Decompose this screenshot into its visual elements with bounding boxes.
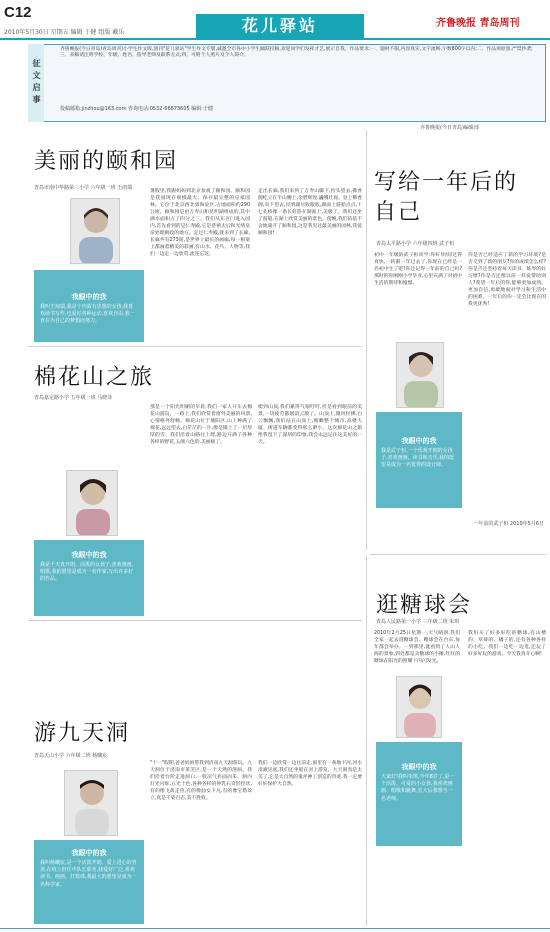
- section-divider: [28, 620, 362, 621]
- footer-line: [0, 928, 550, 929]
- article-body: 暑假里,我跟妈妈到北京参观了颐和园。颐和园是我国现存规模最大、保存最完整的皇家园林。它位于北京西北郊海淀区,占地面积约290公顷。颐和园是由万寿山和昆明湖组成的,其中湖水面积占了四分之三。我们从东宫门进入园内,首先看到的是仁寿殿,它是慈禧太后和光绪皇帝处理朝政的地方。走过仁寿殿,就来到了长廊,长廊共有273间,是世界上最长的画廊,每一根梁上都画着精美的彩画,有山水、花鸟、人物等,我们一边走一边欣赏,流连忘返。: [150, 189, 250, 257]
- section-title: 花儿驿站: [196, 14, 364, 38]
- letter-signature: 一年前的武子桓 2010年5月6日: [473, 521, 544, 527]
- column-divider: [366, 130, 367, 550]
- article-byline: 青岛嘉定路小学 五年级一班 马晓菲: [34, 395, 113, 401]
- article-title: 棉花山之旅: [34, 365, 155, 390]
- caption-box: [376, 742, 462, 846]
- article-body: 你是否已经适应了新的学习环境?是否交到了新的朋友?你的成绩怎么样?你是否还坚持着每天读书、练琴的好习惯?你是否还像以前一样爱帮助别人?希望一年后的你,能够更加成熟、更加自信,勇敢地面对学习和生活中的困难。一年后的你一定会比现在的我更优秀!: [468, 253, 546, 307]
- caption-head: 我眼中的我: [71, 293, 107, 301]
- notice-text: 齐鲁晚报(今日青岛)青岛周刊)小学生作文版,创刊"花儿驿站"学生作文专版,诚邀全市各中小学生踊跃投稿,欢迎同学们发挥才艺,展示自我。作品要求:一、题材不限,内容真实,文字流畅,字数800字以内;二、作品须原创,严禁抄袭;三、来稿请注明学校、年级、姓名、指导老师及联系方式;四、可附个人照片及个人简介。: [60, 47, 533, 59]
- caption-box: [34, 540, 144, 616]
- caption-text: 我叫杨曦宸,是一个活泼开朗、爱上进心的男孩,在班上担任中队长职务,我爱好广泛,喜欢读书、画画、打篮球,我最大的愿望是成为一名科学家。: [40, 860, 137, 888]
- student-photo: [64, 770, 118, 836]
- article-body: 走出长廊,我们来到了万寿山脚下,抬头望去,佛香阁屹立在半山腰上,金碧辉煌,巍峨壮观。登上佛香阁,向下望去,昆明湖尽收眼底,湖面上游船点点,十七孔桥像一条长虹卧在湖面上,美极了。我们还坐了游船,在湖上欣赏美丽的景色。傍晚,我们依依不舍地离开了颐和园,这是我见过最美丽的园林,我爱颐和园!: [258, 189, 362, 236]
- article-title: 美丽的颐和园: [34, 149, 179, 174]
- notice-tag: 征文启事: [28, 44, 44, 122]
- article-body: "十一"假期,爸爸妈妈带我到济南九天洞游玩。九天洞位于济南市莱芜区,是一个天然的溶洞。我们沿着台阶走进洞口,一股凉气扑面而来。洞内灯光闪烁,五光十色,各种各样的钟乳石奇形怪状,有的像飞禽走兽,有的像仙女下凡,有的像宝塔耸立,真是千姿百态,美不胜收。: [150, 761, 252, 801]
- article-byline: 青岛人民路第一小学 三年级二班 朱琪: [376, 619, 460, 625]
- portrait-icon: [71, 199, 120, 264]
- caption-text: 我叫王琼瑞,我是个内敛有思想的女孩,我喜欢读书写作,也爱好各种运动,喜欢自由,我一直在为自己的梦想而努力。: [40, 304, 135, 325]
- caption-text: 我是武子桓,一个乐观开朗的女孩子,喜欢画画、读书和音乐,我的愿望是成为一名优秀的设计师。: [381, 448, 455, 469]
- column-divider: [366, 556, 367, 926]
- article-body: 我们买了好多好吃的糖球,有山楂的、草莓的、橘子的,还有各种各样的小吃。我们一边吃一边逛,还玩了好多好玩的游戏。今天我真开心啊!: [468, 631, 546, 657]
- notice-contact: 投稿邮箱:jinzhou@163.com 咨询电话:0532-66873605 编辑:于健: [60, 106, 213, 112]
- portrait-icon: [397, 343, 444, 408]
- caption-head: 我眼中的我: [71, 849, 107, 857]
- caption-head: 我眼中的我: [401, 437, 437, 445]
- student-photo: [70, 198, 120, 264]
- article-body: 那是一个阳光明媚的早晨,我们一家人开车去棉花山游玩。一路上,我们欣赏着窗外美丽的风景,心情格外舒畅。棉花山位于城阳区,山上种满了棉花,远远望去,白茫茫的一片,像是铺上了一层厚厚的雪。我们沿着山路往上爬,路边开满了各种各样的野花,五颜六色的,美丽极了。: [150, 405, 252, 445]
- portrait-icon: [65, 771, 118, 836]
- caption-text: 大家好!我叫朱琪,今年8岁了,是一个活泼、可爱的小女孩,我喜欢画画、唱歌和跳舞,长大后我想当一名老师。: [381, 774, 455, 802]
- caption-box: [376, 412, 462, 508]
- article-body: 爬到山顶,我们累得气喘吁吁,但是看到眼前的美景,一切疲劳都烟消云散了。山顶上,微风轻拂,白云飘飘,我们站在山顶上,俯瞰整个城市,高楼大厦、街道车辆都变得那么渺小。这次棉花山之旅给我留下了深刻的印象,我会永远记住这美好的一天。: [258, 405, 362, 445]
- portrait-icon: [67, 471, 118, 536]
- article-body: 我们一边欣赏一边往前走,洞里有一条地下河,河水清澈见底,我们还坐船在河上游览。九天洞真是太美了,它是大自然的鬼斧神工创造的奇迹,我一定要好好保护大自然。: [258, 761, 362, 787]
- caption-box: [34, 270, 144, 342]
- section-divider: [28, 346, 362, 347]
- caption-box: [34, 840, 144, 924]
- student-photo: [396, 676, 442, 738]
- article-title: 逛糖球会: [376, 593, 473, 618]
- portrait-icon: [397, 677, 442, 738]
- newspaper-brand: 齐鲁晚报 青岛周刊: [436, 18, 520, 29]
- article-title: 写给一年后的自己: [374, 170, 519, 225]
- page-number: C12: [4, 4, 32, 21]
- date-line: 2010年5月30日 星期五 编辑 于健 组版 戴乐: [4, 29, 125, 36]
- article-byline: 青岛市南中华路第三小学 六年级一班 王雨瑞: [34, 185, 133, 191]
- caption-head: 我眼中的我: [71, 551, 107, 559]
- section-divider: [370, 554, 546, 555]
- student-photo: [396, 342, 444, 408]
- student-photo: [66, 470, 118, 536]
- caption-text: 我是个天真开朗、活泼的女孩子,喜欢画画、唱歌,我的愿望是成为一名作家,写出许多好的作品。: [40, 562, 137, 583]
- article-byline: 青岛天山小学 六年级二班 杨曦宸: [34, 753, 108, 759]
- article-body: 初中一年级的武子桓同学:你好!时间过得真快,一转眼一年过去了,你现在已经是一名初中生了吧!你还记得一年前的自己吗?那时的你刚刚小学毕业,心里充满了对初中生活的期待和憧憬。: [374, 253, 462, 286]
- caption-head: 我眼中的我: [401, 763, 437, 771]
- notice-signature: 齐鲁晚报(今日青岛)编辑部: [420, 125, 479, 131]
- header-divider: [0, 38, 550, 40]
- article-byline: 青岛太平路小学 六年级四班 武子桓: [376, 241, 455, 247]
- article-title: 游九天洞: [34, 721, 131, 746]
- article-body: 2010年2月25日星期一,天气晴朗,我们全家一起去逛糖球会。糖球会在台东,每年都会举办。一到那里,就看到了人山人海的景象,到处都是卖糖球的小摊,红红的糖球在阳光的照耀下闪闪发光。: [374, 631, 460, 664]
